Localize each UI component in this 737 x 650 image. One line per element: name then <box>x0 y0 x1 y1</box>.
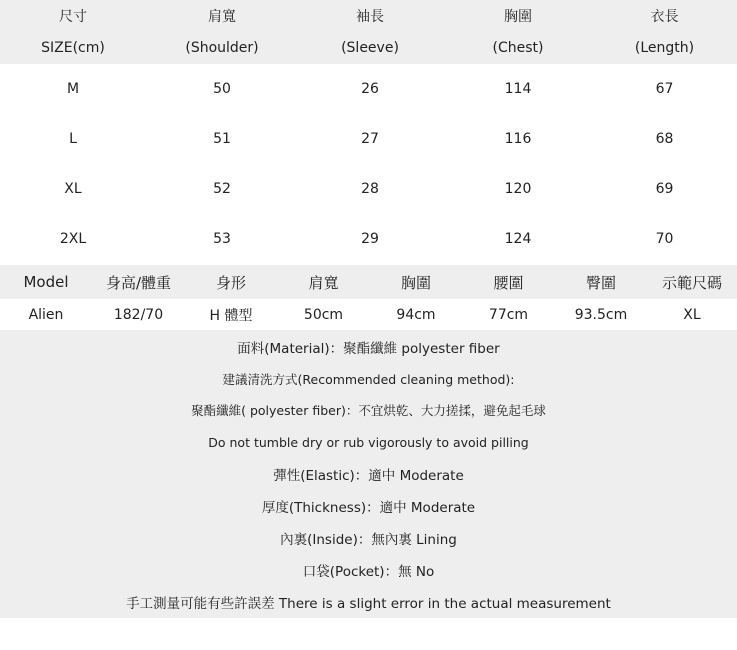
size-cell: 2XL <box>59 231 87 247</box>
header-sleeve-zh: 袖長 <box>356 9 384 25</box>
material-line: 面料(Material)：聚酯纖維 polyester fiber <box>237 341 500 357</box>
model-table-header <box>0 265 737 299</box>
model-header-height-weight: 身高/體重 <box>105 273 172 292</box>
sleeve-cell: 26 <box>361 81 379 97</box>
header-chest-en: (Chest) <box>492 40 544 56</box>
model-header-hip: 臀圍 <box>585 273 616 292</box>
shoulder-cell: 50 <box>213 81 231 97</box>
table-row <box>0 164 737 214</box>
sleeve-cell: 27 <box>361 131 379 147</box>
model-body-shape-cell: H 體型 <box>209 307 253 324</box>
table-row <box>0 64 737 114</box>
model-header-chest: 胸圍 <box>400 273 431 292</box>
chest-cell: 124 <box>504 231 532 247</box>
model-shoulder-cell: 50cm <box>303 306 344 323</box>
size-table-body <box>0 64 737 264</box>
length-cell: 67 <box>655 81 674 97</box>
model-header-body-shape: 身形 <box>215 273 246 292</box>
chest-cell: 114 <box>504 81 532 97</box>
sleeve-cell: 28 <box>361 181 379 197</box>
measurement-error-note: 手工測量可能有些許誤差 There is a slight error in the actual measurement <box>126 596 611 612</box>
model-waist-cell: 77cm <box>488 306 529 323</box>
model-header-size-worn: 示範尺碼 <box>661 273 722 292</box>
cleaning-method-line: 建議清洗方式(Recommended cleaning method): <box>222 372 515 387</box>
model-table-row <box>0 299 737 330</box>
header-sleeve-en: (Sleeve) <box>341 40 399 56</box>
length-cell: 69 <box>655 181 674 197</box>
size-header-row-en <box>0 32 737 64</box>
lining-line: 內裏(Inside)：無內裏 Lining <box>280 532 457 548</box>
length-cell: 68 <box>655 131 674 147</box>
model-header-waist: 腰圍 <box>493 273 524 292</box>
elastic-line: 彈性(Elastic)：適中 Moderate <box>273 468 464 484</box>
cleaning-instruction-zh-line: 聚酯纖維( polyester fiber)：不宜烘乾、大力搓揉，避免起毛球 <box>191 403 546 418</box>
model-header-model: Model <box>23 273 69 291</box>
shoulder-cell: 52 <box>213 181 231 197</box>
table-row <box>0 114 737 164</box>
product-info-block <box>0 330 737 618</box>
shoulder-cell: 53 <box>213 231 231 247</box>
size-table-header <box>0 0 737 64</box>
pocket-line: 口袋(Pocket)：無 No <box>302 564 435 580</box>
chest-cell: 116 <box>504 131 532 147</box>
chest-cell: 120 <box>504 181 532 197</box>
model-chest-cell: 94cm <box>396 306 436 323</box>
model-size-worn-cell: XL <box>683 306 701 323</box>
model-height-weight-cell: 182/70 <box>113 306 164 323</box>
size-cell: L <box>69 131 77 147</box>
model-name-cell: Alien <box>28 306 64 323</box>
cleaning-instruction-en-line: Do not tumble dry or rub vigorously to avoid pilling <box>208 434 529 450</box>
table-row <box>0 214 737 264</box>
header-shoulder-zh: 肩寬 <box>208 9 236 25</box>
length-cell: 70 <box>655 231 674 247</box>
header-shoulder-en: (Shoulder) <box>185 40 259 56</box>
model-hip-cell: 93.5cm <box>574 306 628 323</box>
size-cell: M <box>66 81 80 97</box>
size-cell: XL <box>64 181 82 197</box>
header-chest-zh: 胸圍 <box>504 9 532 25</box>
model-header-shoulder: 肩寬 <box>308 273 339 292</box>
header-length-zh: 衣長 <box>650 9 679 25</box>
header-size-en: SIZE(cm) <box>41 40 105 56</box>
thickness-line: 厚度(Thickness)：適中 Moderate <box>261 500 476 516</box>
sleeve-cell: 29 <box>361 231 379 247</box>
header-length-en: (Length) <box>634 40 695 56</box>
shoulder-cell: 51 <box>213 131 231 147</box>
size-header-row-zh <box>0 0 737 32</box>
header-size-zh: 尺寸 <box>59 9 87 25</box>
